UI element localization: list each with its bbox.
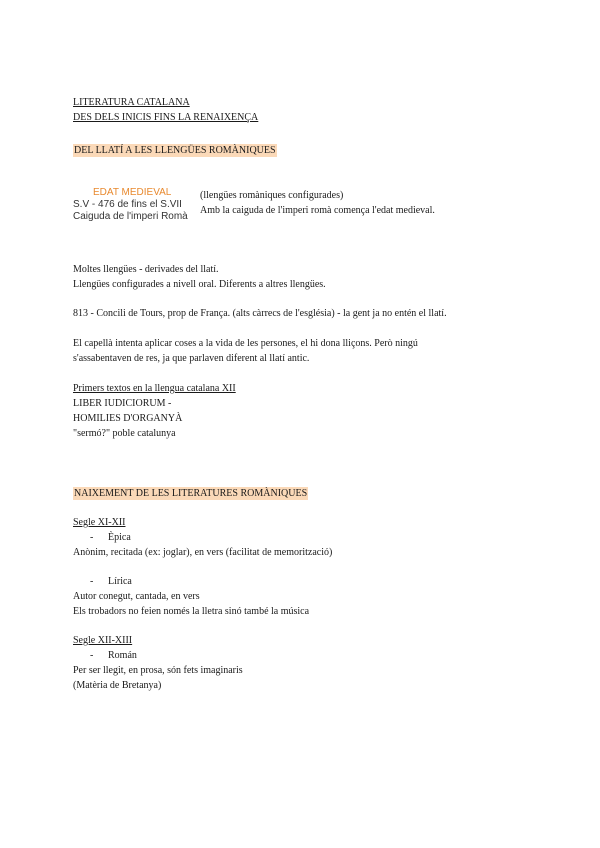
era-description: Caiguda de l'imperi Romà	[73, 211, 188, 222]
text-sermo: "sermó?" poble catalunya	[73, 428, 176, 439]
section-heading-llati: DEL LLATÍ A LES LLENGÜES ROMÀNIQUES	[74, 145, 276, 156]
text-homilies-organya: HOMILIES D'ORGANYÀ	[73, 413, 183, 424]
bullet-dash: -	[90, 650, 94, 661]
era-label: EDAT MEDIEVAL	[93, 187, 172, 198]
bullet-dash: -	[90, 576, 94, 587]
para-capella-1: El capellà intenta aplicar coses a la vida de les persones, el hi dona lliçons. Però ningú	[73, 338, 418, 349]
bullet-dash: -	[90, 532, 94, 543]
para-oral-languages: Llengües configurades a nivell oral. Diferents a altres llengües.	[73, 279, 326, 290]
epica-label: Èpica	[108, 532, 131, 543]
note-medieval-start: Amb la caiguda de l'imperi romà comença l'edat medieval.	[200, 205, 435, 216]
note-romanic-languages: (llengües romàniques configurades)	[200, 190, 344, 201]
document-title: LITERATURA CATALANA	[73, 97, 190, 108]
era-dates: S.V - 476 de fins el S.VII	[73, 199, 182, 210]
roman-description-1: Per ser llegit, en prosa, són fets imaginaris	[73, 665, 243, 676]
epica-description: Anònim, recitada (ex: joglar), en vers (facilitat de memorització)	[73, 547, 333, 558]
roman-description-2: (Matèria de Bretanya)	[73, 680, 162, 691]
segle-xi-xii-heading: Segle XI-XII	[73, 517, 126, 528]
segle-xii-xiii-heading: Segle XII-XIII	[73, 635, 133, 646]
lirica-label: Lírica	[108, 576, 132, 587]
roman-label: Román	[108, 650, 137, 661]
edat-medieval-box	[73, 187, 198, 223]
first-texts-heading: Primers textos en la llengua catalana XII	[73, 383, 236, 394]
para-capella-2: s'assabentaven de res, ja que parlaven diferent al llatí antic.	[73, 353, 310, 364]
lirica-description-1: Autor conegut, cantada, en vers	[73, 591, 200, 602]
section-heading-naixement: NAIXEMENT DE LES LITERATURES ROMÀNIQUES	[74, 488, 308, 499]
document-subtitle: DES DELS INICIS FINS LA RENAIXENÇA	[73, 112, 259, 123]
para-concili-tours: 813 - Concili de Tours, prop de França. (alts càrrecs de l'església) - la gent ja no entén el llatí.	[73, 308, 447, 319]
lirica-description-2: Els trobadors no feien només la lletra sinó també la música	[73, 606, 310, 617]
para-derived-languages: Moltes llengües - derivades del llatí.	[73, 264, 219, 275]
text-liber-iudiciorum: LIBER IUDICIORUM -	[73, 398, 172, 409]
